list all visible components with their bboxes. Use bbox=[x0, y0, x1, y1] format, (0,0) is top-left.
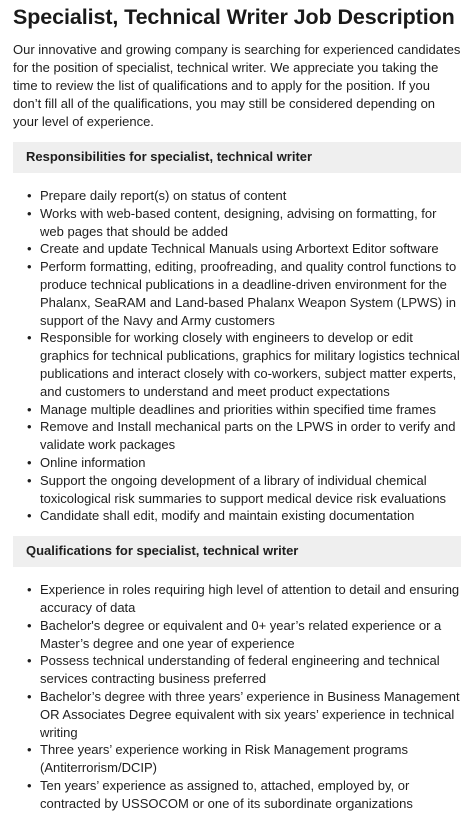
bullet-icon: • bbox=[27, 454, 32, 470]
bullet-icon: • bbox=[27, 582, 32, 598]
bullet-icon: • bbox=[27, 688, 32, 704]
list-item bbox=[27, 205, 461, 241]
list-item bbox=[27, 617, 461, 653]
list-item-text: Prepare daily report(s) on status of content bbox=[40, 188, 287, 203]
list-item bbox=[27, 777, 461, 813]
list-item-text: Remove and Install mechanical parts on the LPWS in order to verify and validate work packages bbox=[40, 419, 456, 453]
list-item bbox=[27, 581, 461, 617]
bullet-icon: • bbox=[27, 472, 32, 488]
list-item-text: Ten years’ experience as assigned to, attached, employed by, or contracted by USSOCOM or one of its subordinate organizations bbox=[40, 777, 413, 811]
list-item bbox=[27, 418, 461, 454]
bullet-icon: • bbox=[27, 653, 32, 669]
bullet-icon: • bbox=[27, 259, 32, 275]
responsibilities-heading: Responsibilities for specialist, technical writer bbox=[13, 142, 461, 173]
bullet-icon: • bbox=[27, 617, 32, 633]
bullet-icon: • bbox=[27, 777, 32, 793]
list-item-text: Three years’ experience working in Risk Management programs (Antiterrorism/DCIP) bbox=[40, 742, 409, 776]
list-item-text: Possess technical understanding of federal engineering and technical services contracting business preferred bbox=[40, 653, 440, 687]
list-item-text: Works with web-based content, designing, advising on formatting, for web pages that should be added bbox=[40, 205, 437, 239]
bullet-icon: • bbox=[27, 188, 32, 203]
list-item bbox=[27, 329, 461, 400]
list-item-text: Candidate shall edit, modify and maintain existing documentation bbox=[40, 508, 415, 524]
list-item-text: Create and update Technical Manuals using Arbortext Editor software bbox=[40, 241, 439, 257]
bullet-icon: • bbox=[27, 205, 32, 221]
bullet-icon: • bbox=[27, 742, 32, 758]
list-item-text: Perform formatting, editing, proofreading, and quality control functions to produce technical publications in a deadline-driven environment for the Phalanx, SeaRAM and Land-based Phalanx Weapon System (LPWS) in support of the Navy and Army customers bbox=[40, 259, 457, 328]
qualifications-section bbox=[13, 536, 461, 812]
bullet-icon: • bbox=[27, 330, 32, 346]
list-item-text: Manage multiple deadlines and priorities within specified time frames bbox=[40, 401, 436, 417]
qualifications-heading: Qualifications for specialist, technical writer bbox=[13, 536, 461, 567]
list-item-text: Online information bbox=[40, 454, 146, 470]
responsibilities-list bbox=[13, 187, 461, 525]
list-item-text: Bachelor’s degree with three years’ experience in Business Management OR Associates Degree equivalent with six years’ experience in technical writing bbox=[40, 688, 460, 740]
list-item bbox=[27, 652, 461, 688]
list-item-text: Bachelor's degree or equivalent and 0+ year’s related experience or a Master’s degree and one year of experience bbox=[40, 617, 442, 651]
bullet-icon: • bbox=[27, 401, 32, 417]
list-item bbox=[27, 741, 461, 777]
list-item bbox=[27, 258, 461, 329]
list-item bbox=[27, 688, 461, 741]
list-item bbox=[27, 472, 461, 508]
list-item bbox=[27, 454, 461, 472]
bullet-icon: • bbox=[27, 241, 32, 257]
responsibilities-section bbox=[13, 142, 461, 525]
list-item-text: Experience in roles requiring high level of attention to detail and ensuring accuracy of data bbox=[40, 582, 460, 615]
list-item bbox=[27, 187, 461, 205]
bullet-icon: • bbox=[27, 508, 32, 524]
list-item bbox=[27, 401, 461, 419]
intro-paragraph: Our innovative and growing company is searching for experienced candidates for the position of specialist, technical writer. We appreciate you taking the time to review the list of qualifications and to apply for the position. If you don’t fill all of the qualifications, you may still be considered depending on your level of experience. bbox=[13, 42, 461, 129]
list-item bbox=[27, 507, 461, 525]
list-item bbox=[27, 240, 461, 258]
list-item-text: Support the ongoing development of a library of individual chemical toxicological risk summaries to support medical device risk evaluations bbox=[40, 472, 447, 506]
qualifications-list bbox=[13, 581, 461, 812]
list-item-text: Responsible for working closely with engineers to develop or edit graphics for technical publications, graphics for military logistics technical publications and interact closely with co-workers, subject matter experts, and customers to understand and meet product expectations bbox=[40, 330, 460, 399]
bullet-icon: • bbox=[27, 419, 32, 435]
page-title: Specialist, Technical Writer Job Description bbox=[13, 5, 455, 29]
